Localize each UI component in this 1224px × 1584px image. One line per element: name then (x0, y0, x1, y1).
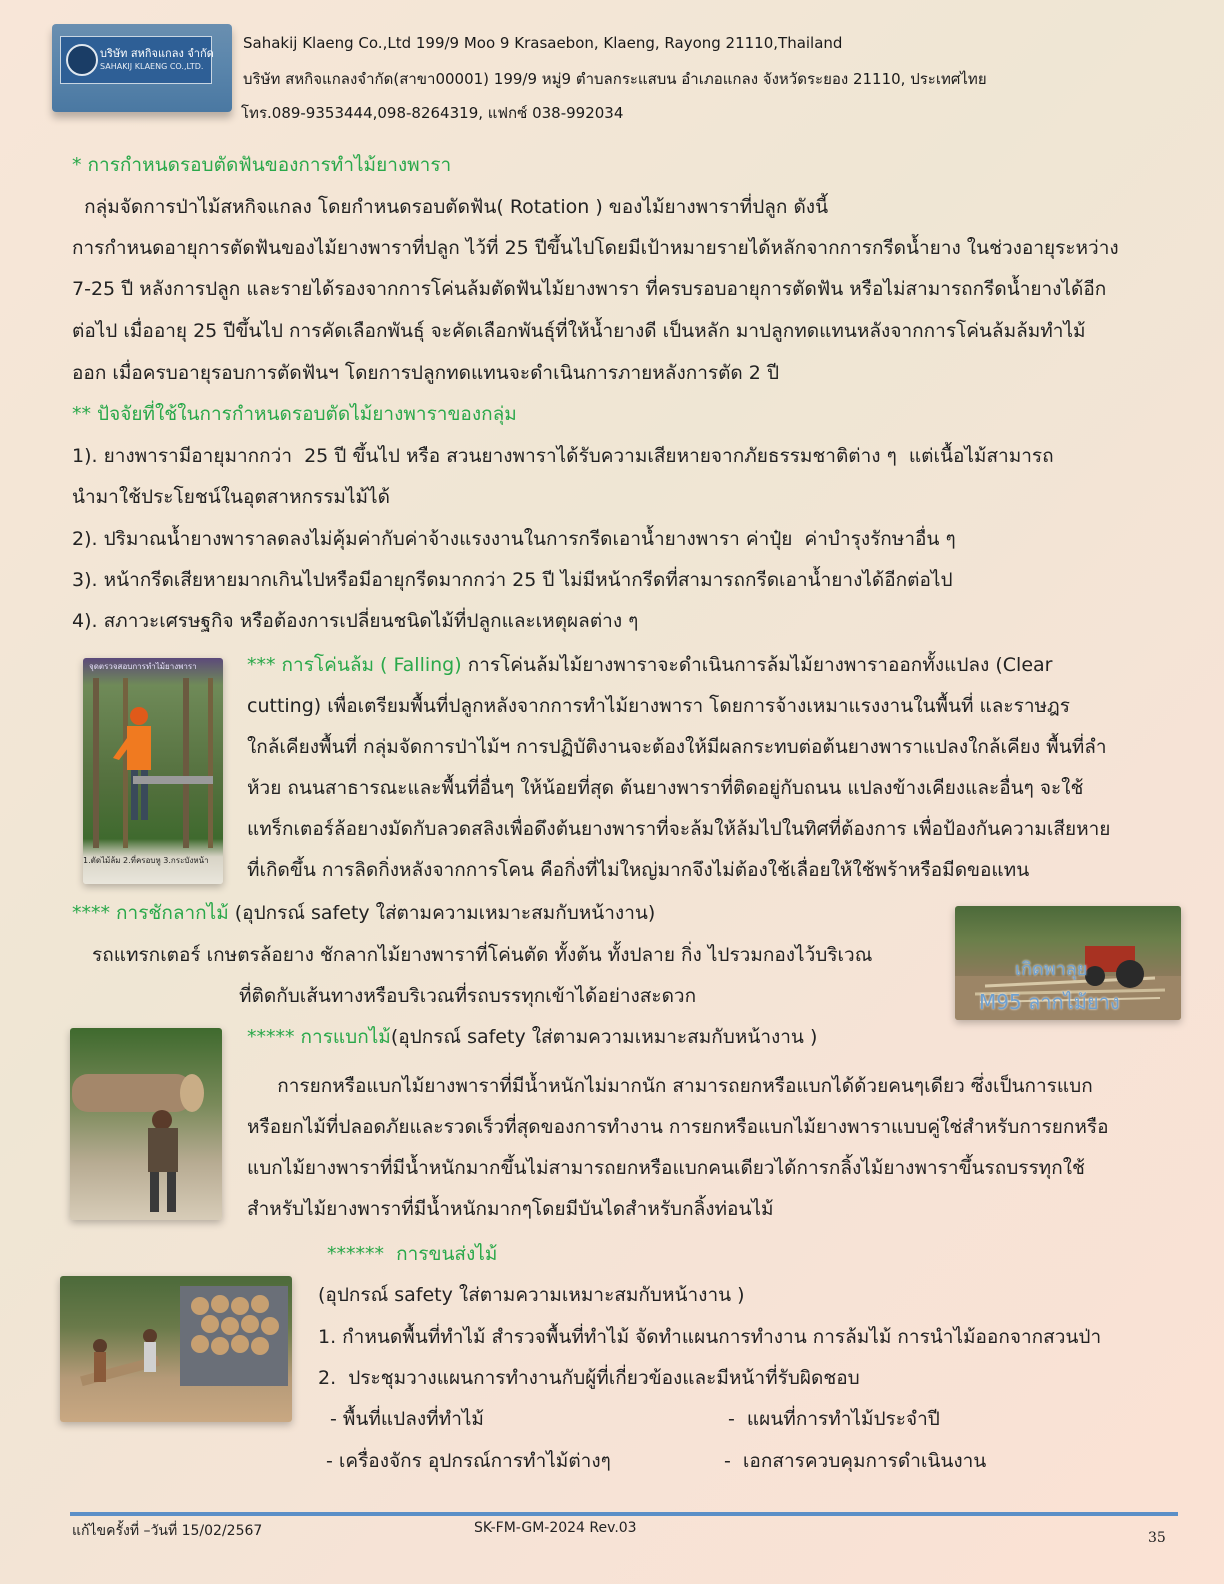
rotation-line-3: 7-25 ปี หลังการปลูก และรายได้รองจากการโค่นล้มตัดฟันไม้ยางพารา ที่ครบรอบอายุการตัดฟัน หรือไม่สามารถกรีดน้ำยางได้อีก (72, 278, 1107, 300)
logo-subtext: SAHAKIJ KLAENG CO.,LTD. (100, 62, 204, 71)
falling-line-4: ห้วย ถนนสาธารณะและพื้นที่อื่นๆ ให้น้อยที่สุด ต้นยางพาราที่ติดอยู่กับถนน แปลงข้างเคียงและอื่นๆ จะใช้ (247, 777, 1084, 799)
falling-line-6: ที่เกิดขึ้น การลิดกิ่งหลังจากการโคน คือกิ่งที่ไม่ใหญ่มากจึงไม่ต้องใช้เลื่อยให้ใช้พร้าหรือมีดขอแทน (247, 859, 1030, 881)
rotation-line-4: ต่อไป เมื่ออายุ 25 ปีขึ้นไป การคัดเลือกพันธุ์ จะคัดเลือกพันธุ์ที่ให้น้ำยางดี เป็นหลัก มาปลูกทดแทนหลังจากการโค่นล้มล้มทำไม้ (72, 320, 1086, 342)
skidding-line-2: ที่ติดกับเส้นทางหรือบริเวณที่รถบรรทุกเข้าได้อย่างสะดวก (239, 985, 697, 1007)
carrying-line-4: สำหรับไม้ยางพาราที่มีน้ำหนักมากๆโดยมีบันไดสำหรับกลิ้งท่อนไม้ (247, 1198, 774, 1220)
carrying-line-3: แบกไม้ยางพาราที่มีน้ำหนักมากขึ้นไม่สามารถยกหรือแบกคนเดียวได้การกลิ้งไม้ยางพาราขึ้นรถบรรทุกใช้ (247, 1157, 1085, 1179)
carrying-heading-rest: (อุปกรณ์ safety ใส่ตามความเหมาะสมกับหน้างาน ) (390, 1026, 818, 1048)
factor-line-1: 1). ยางพารามีอายุมากกว่า 25 ปี ขึ้นไป หรือ สวนยางพาราได้รับความเสียหายจากภัยธรรมชาติต่าง ๆ แต่เนื้อไม้สามารถ (72, 445, 1054, 467)
falling-photo-caption-top: จุดตรวจสอบการทำไม้ยางพารา (89, 662, 197, 671)
transport-item-left-2: - เครื่องจักร อุปกรณ์การทำไม้ต่างๆ (326, 1450, 611, 1472)
rotation-heading: * การกำหนดรอบตัดฟันของการทำไม้ยางพารา (72, 154, 452, 176)
skidding-heading: **** การชักลากไม้ (72, 902, 229, 924)
transport-item-right-2: - เอกสารควบคุมการดำเนินงาน (724, 1450, 987, 1472)
carrying-photo (70, 1028, 222, 1220)
falling-line-2: cutting) เพื่อเตรียมพื้นที่ปลูกหลังจากการทำไม้ยางพารา โดยการจ้างเหมาแรงงานในพื้นที่ และราษฎร (247, 695, 1070, 717)
transport-line-2: 1. กำหนดพื้นที่ทำไม้ สำรวจพื้นที่ทำไม้ จัดทำแผนการทำงาน การล้มไม้ การนำไม้ออกจากสวนป่า (318, 1326, 1102, 1348)
skidding-heading-line (72, 904, 655, 923)
company-logo (52, 24, 232, 112)
transport-line-1: (อุปกรณ์ safety ใส่ตามความเหมาะสมกับหน้างาน ) (318, 1284, 745, 1306)
carrying-line-2: หรือยกไม้ที่ปลอดภัยและรวดเร็วที่สุดของการทำงาน การยกหรือแบกไม้ยางพาราแบบคู่ใช่สำหรับการยกหรือ (247, 1116, 1109, 1138)
carrying-heading: ***** การแบกไม้ (247, 1026, 391, 1048)
transport-heading: ****** การขนส่งไม้ (327, 1243, 498, 1265)
footer-doc-code: SK-FM-GM-2024 Rev.03 (474, 1520, 637, 1536)
falling-line-1 (247, 656, 1052, 675)
skidding-heading-rest: (อุปกรณ์ safety ใส่ตามความเหมาะสมกับหน้างาน) (228, 902, 656, 924)
skidding-photo-caption-1: เกิดพาลุย (1015, 959, 1088, 980)
header-line-1: Sahakij Klaeng Co.,Ltd 199/9 Moo 9 Krasaebon, Klaeng, Rayong 21110,Thailand (243, 34, 843, 52)
factor-line-5: 4). สภาวะเศรษฐกิจ หรือต้องการเปลี่ยนชนิดไม้ที่ปลูกและเหตุผลต่าง ๆ (72, 610, 639, 632)
carrying-line-1: การยกหรือแบกไม้ยางพาราที่มีน้ำหนักไม่มากนัก สามารถยกหรือแบกได้ด้วยคนๆเดียว ซึ่งเป็นการแบก (247, 1075, 1093, 1097)
falling-line-1-rest: การโค่นล้มไม้ยางพาราจะดำเนินการล้มไม้ยางพาราออกทั้งแปลง (Clear (461, 654, 1053, 676)
falling-photo (83, 658, 223, 884)
factor-line-2: นำมาใช้ประโยชน์ในอุตสาหกรรมไม้ได้ (72, 486, 390, 508)
transport-photo (60, 1276, 292, 1422)
factor-line-4: 3). หน้ากรีดเสียหายมากเกินไปหรือมีอายุกรีดมากกว่า 25 ปี ไม่มีหน้ากรีดที่สามารถกรีดเอาน้ำยางได้อีกต่อไป (72, 569, 953, 591)
transport-line-3: 2. ประชุมวางแผนการทำงานกับผู้ที่เกี่ยวข้องและมีหน้าที่รับผิดชอบ (318, 1367, 860, 1389)
header-line-2: บริษัท สหกิจแกลงจำกัด(สาขา00001) 199/9 หมู่9 ตำบลกระแสบน อำเภอแกลง จังหวัดระยอง 21110, ประเทศไทย (243, 70, 987, 88)
footer-revision: แก้ไขครั้งที่ –วันที่ 15/02/2567 (72, 1523, 263, 1539)
rotation-line-5: ออก เมื่อครบอายุรอบการตัดฟันฯ โดยการปลูกทดแทนจะดำเนินการภายหลังการตัด 2 ปี (72, 362, 779, 384)
header-line-3: โทร.089-9353444,098-8264319, แฟกซ์ 038-992034 (241, 104, 624, 122)
factor-line-3: 2). ปริมาณน้ำยางพาราลดลงไม่คุ้มค่ากับค่าจ้างแรงงานในการกรีดเอาน้ำยางพารา ค่าปุ๋ย ค่าบำรุงรักษาอื่น ๆ (72, 528, 956, 550)
logo-text: บริษัท สหกิจแกลง จำกัด (100, 47, 214, 60)
skidding-photo-caption-2: M95 ลากไม้ยาง (979, 990, 1120, 1014)
rotation-line-2: การกำหนดอายุการตัดฟันของไม้ยางพาราที่ปลูก ไว้ที่ 25 ปีขึ้นไปโดยมีเป้าหมายรายได้หลักจากการกรีดน้ำยาง ในช่วงอายุระหว่าง (72, 237, 1119, 259)
skidding-photo (955, 906, 1181, 1020)
skidding-line-1: รถแทรกเตอร์ เกษตรล้อยาง ชักลากไม้ยางพาราที่โค่นตัด ทั้งต้น ทั้งปลาย กิ่ง ไปรวมกองไว้บริเวณ (92, 944, 873, 966)
logo-emblem-icon (66, 44, 98, 76)
carrying-heading-line (247, 1028, 817, 1047)
transport-item-right-1: - แผนที่การทำไม้ประจำปี (728, 1408, 940, 1430)
footer-divider (70, 1512, 1178, 1516)
falling-line-5: แทร็กเตอร์ล้อยางมัดกับลวดสลิงเพื่อดึงต้นยางพาราที่จะล้มให้ล้มไปในทิศที่ต้องการ เพื่อป้องกันความเสียหาย (247, 818, 1111, 840)
rotation-line-1: กลุ่มจัดการป่าไม้สหกิจแกลง โดยกำหนดรอบตัดฟัน( Rotation ) ของไม้ยางพาราที่ปลูก ดังนี้ (72, 196, 829, 218)
falling-line-3: ใกล้เคียงพื้นที่ กลุ่มจัดการป่าไม้ฯ การปฏิบัติงานจะต้องให้มีผลกระทบต่อต้นยางพาราแปลงใกล้เคียง พื้นที่ลำ (247, 736, 1107, 758)
falling-heading: *** การโค่นล้ม ( Falling) (247, 654, 462, 676)
transport-item-left-1: - พื้นที่แปลงที่ทำไม้ (330, 1408, 484, 1430)
page-number: 35 (1148, 1530, 1166, 1546)
chainsaw-worker-image (83, 658, 223, 884)
factors-heading: ** ปัจจัยที่ใช้ในการกำหนดรอบตัดไม้ยางพาราของกลุ่ม (72, 403, 517, 425)
falling-photo-caption-bottom: 1.ตัดไม้ล้ม 2.ที่ครอบหู 3.กระบังหน้า (83, 856, 209, 865)
log-carrier-image (70, 1028, 222, 1220)
loading-truck-image (60, 1276, 292, 1422)
